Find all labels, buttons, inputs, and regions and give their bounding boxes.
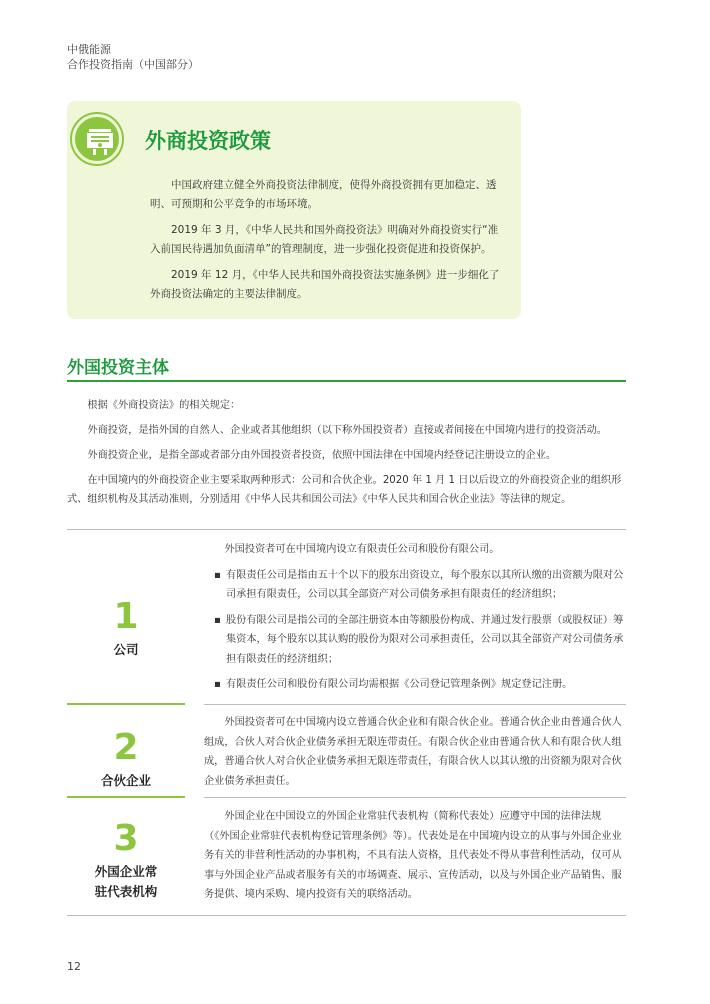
policy-body [150, 176, 506, 311]
bullet-icon: ▪ [214, 614, 221, 626]
intro-paragraph: 在中国境内的外商投资企业主要采取两种形式：公司和合伙企业。2020 年 1 月 1 日以后设立的外商投资企业的组织形式、组织机构及其活动准则，分别适用《中华人民共和国公司法》《中华人民共和国合伙企业法》等法律的规定。 [67, 475, 622, 505]
bullet-icon: ▪ [214, 679, 221, 690]
list-item: ▪ 股份有限公司是指公司的全部注册资本由等额股份构成、并通过发行股票（或股权证）筹集资本，每个股东以其认购的股份为限对公司承担责任，公司以其全部资产对公司债务承担有限责任的经济组织； [204, 611, 626, 670]
section-title: 外国投资主体 [67, 358, 169, 378]
table-top-rule [67, 529, 626, 530]
category-representative-office-content [204, 807, 626, 905]
intro-paragraph: 根据《外商投资法》的相关规定： [87, 400, 241, 411]
bullet-list [204, 566, 626, 695]
category-intro: 外国投资者可在中国境内设立普通合伙企业和有限合伙企业。普通合伙企业由普通合伙人组成，合伙人对合伙企业债务承担无限连带责任。有限合伙企业由普通合伙人和有限合伙人组成，普通合伙人对合伙企业债务承担无限连带责任，有限合伙人以其认缴的出资额为限对合伙企业债务承担责任。 [204, 717, 622, 787]
policy-paragraph: 2019 年 3 月，《中华人民共和国外商投资法》明确对外商投资实行“准入前国民待遇加负面清单”的管理制度，进一步强化投资促进和投资保护。 [150, 224, 499, 255]
category-divider [67, 703, 185, 705]
policy-paragraph: 2019 年 12 月，《中华人民共和国外商投资法实施条例》进一步细化了外商投资法确定的主要法律制度。 [150, 269, 500, 300]
category-number: 2 [113, 727, 139, 768]
running-header [67, 42, 199, 72]
bullet-icon: ▪ [214, 569, 221, 581]
content-divider [204, 704, 626, 705]
intro-paragraph: 外商投资，是指外国的自然人、企业或者其他组织（以下称外国投资者）直接或者间接在中国境内进行的投资活动。 [87, 425, 607, 436]
content-divider [204, 797, 626, 798]
policy-title: 外商投资政策 [145, 129, 271, 153]
category-number: 1 [113, 596, 139, 637]
table-bottom-rule [67, 915, 626, 916]
section-intro [67, 396, 626, 515]
category-label: 合伙企业 [100, 773, 151, 788]
list-item: ▪ 有限责任公司和股份有限公司均需根据《公司登记管理条例》规定登记注册。 [204, 675, 626, 695]
stamp-icon [72, 114, 122, 164]
category-partnership-content [204, 713, 626, 791]
list-item: ▪ 有限责任公司是指由五十个以下的股东出资设立，每个股东以其所认缴的出资额为限对公司承担有限责任，公司以其全部资产对公司债务承担有限责任的经济组织； [204, 566, 626, 605]
category-divider [67, 796, 185, 798]
category-company-content [204, 540, 626, 701]
category-intro: 外国投资者可在中国境内设立有限责任公司和股份有限公司。 [224, 544, 500, 555]
header-org: 中俄能源 [67, 43, 111, 56]
category-label: 公司 [113, 642, 139, 657]
page-number: 12 [67, 960, 81, 973]
category-label: 外国企业常 驻代表机构 [94, 864, 158, 899]
category-partnership [67, 729, 185, 791]
section-divider [67, 380, 626, 382]
category-company [67, 598, 185, 660]
category-representative-office [67, 820, 185, 902]
policy-paragraph: 中国政府建立健全外商投资法律制度，使得外商投资拥有更加稳定、透明、可预期和公平竞争的市场环境。 [150, 179, 497, 210]
header-doc-title: 合作投资指南（中国部分） [67, 58, 199, 71]
category-number: 3 [113, 818, 139, 859]
intro-paragraph: 外商投资企业，是指全部或者部分由外国投资者投资，依照中国法律在中国境内经登记注册设立的企业。 [87, 450, 557, 461]
category-intro: 外国企业在中国设立的外国企业常驻代表机构（简称代表处）应遵守中国的法律法规（《外国企业常驻代表机构登记管理条例》等）。代表处是在中国境内设立的从事与外国企业业务有关的非营利性活动的办事机构，不具有法人资格，且代表处不得从事营利性活动，仅可从事与外国企业产品或者服务有关的市场调查、展示、宣传活动，以及与外国企业产品销售、服务提供、境内采购、境内投资有关的联络活动。 [204, 811, 622, 900]
policy-panel [67, 101, 521, 319]
